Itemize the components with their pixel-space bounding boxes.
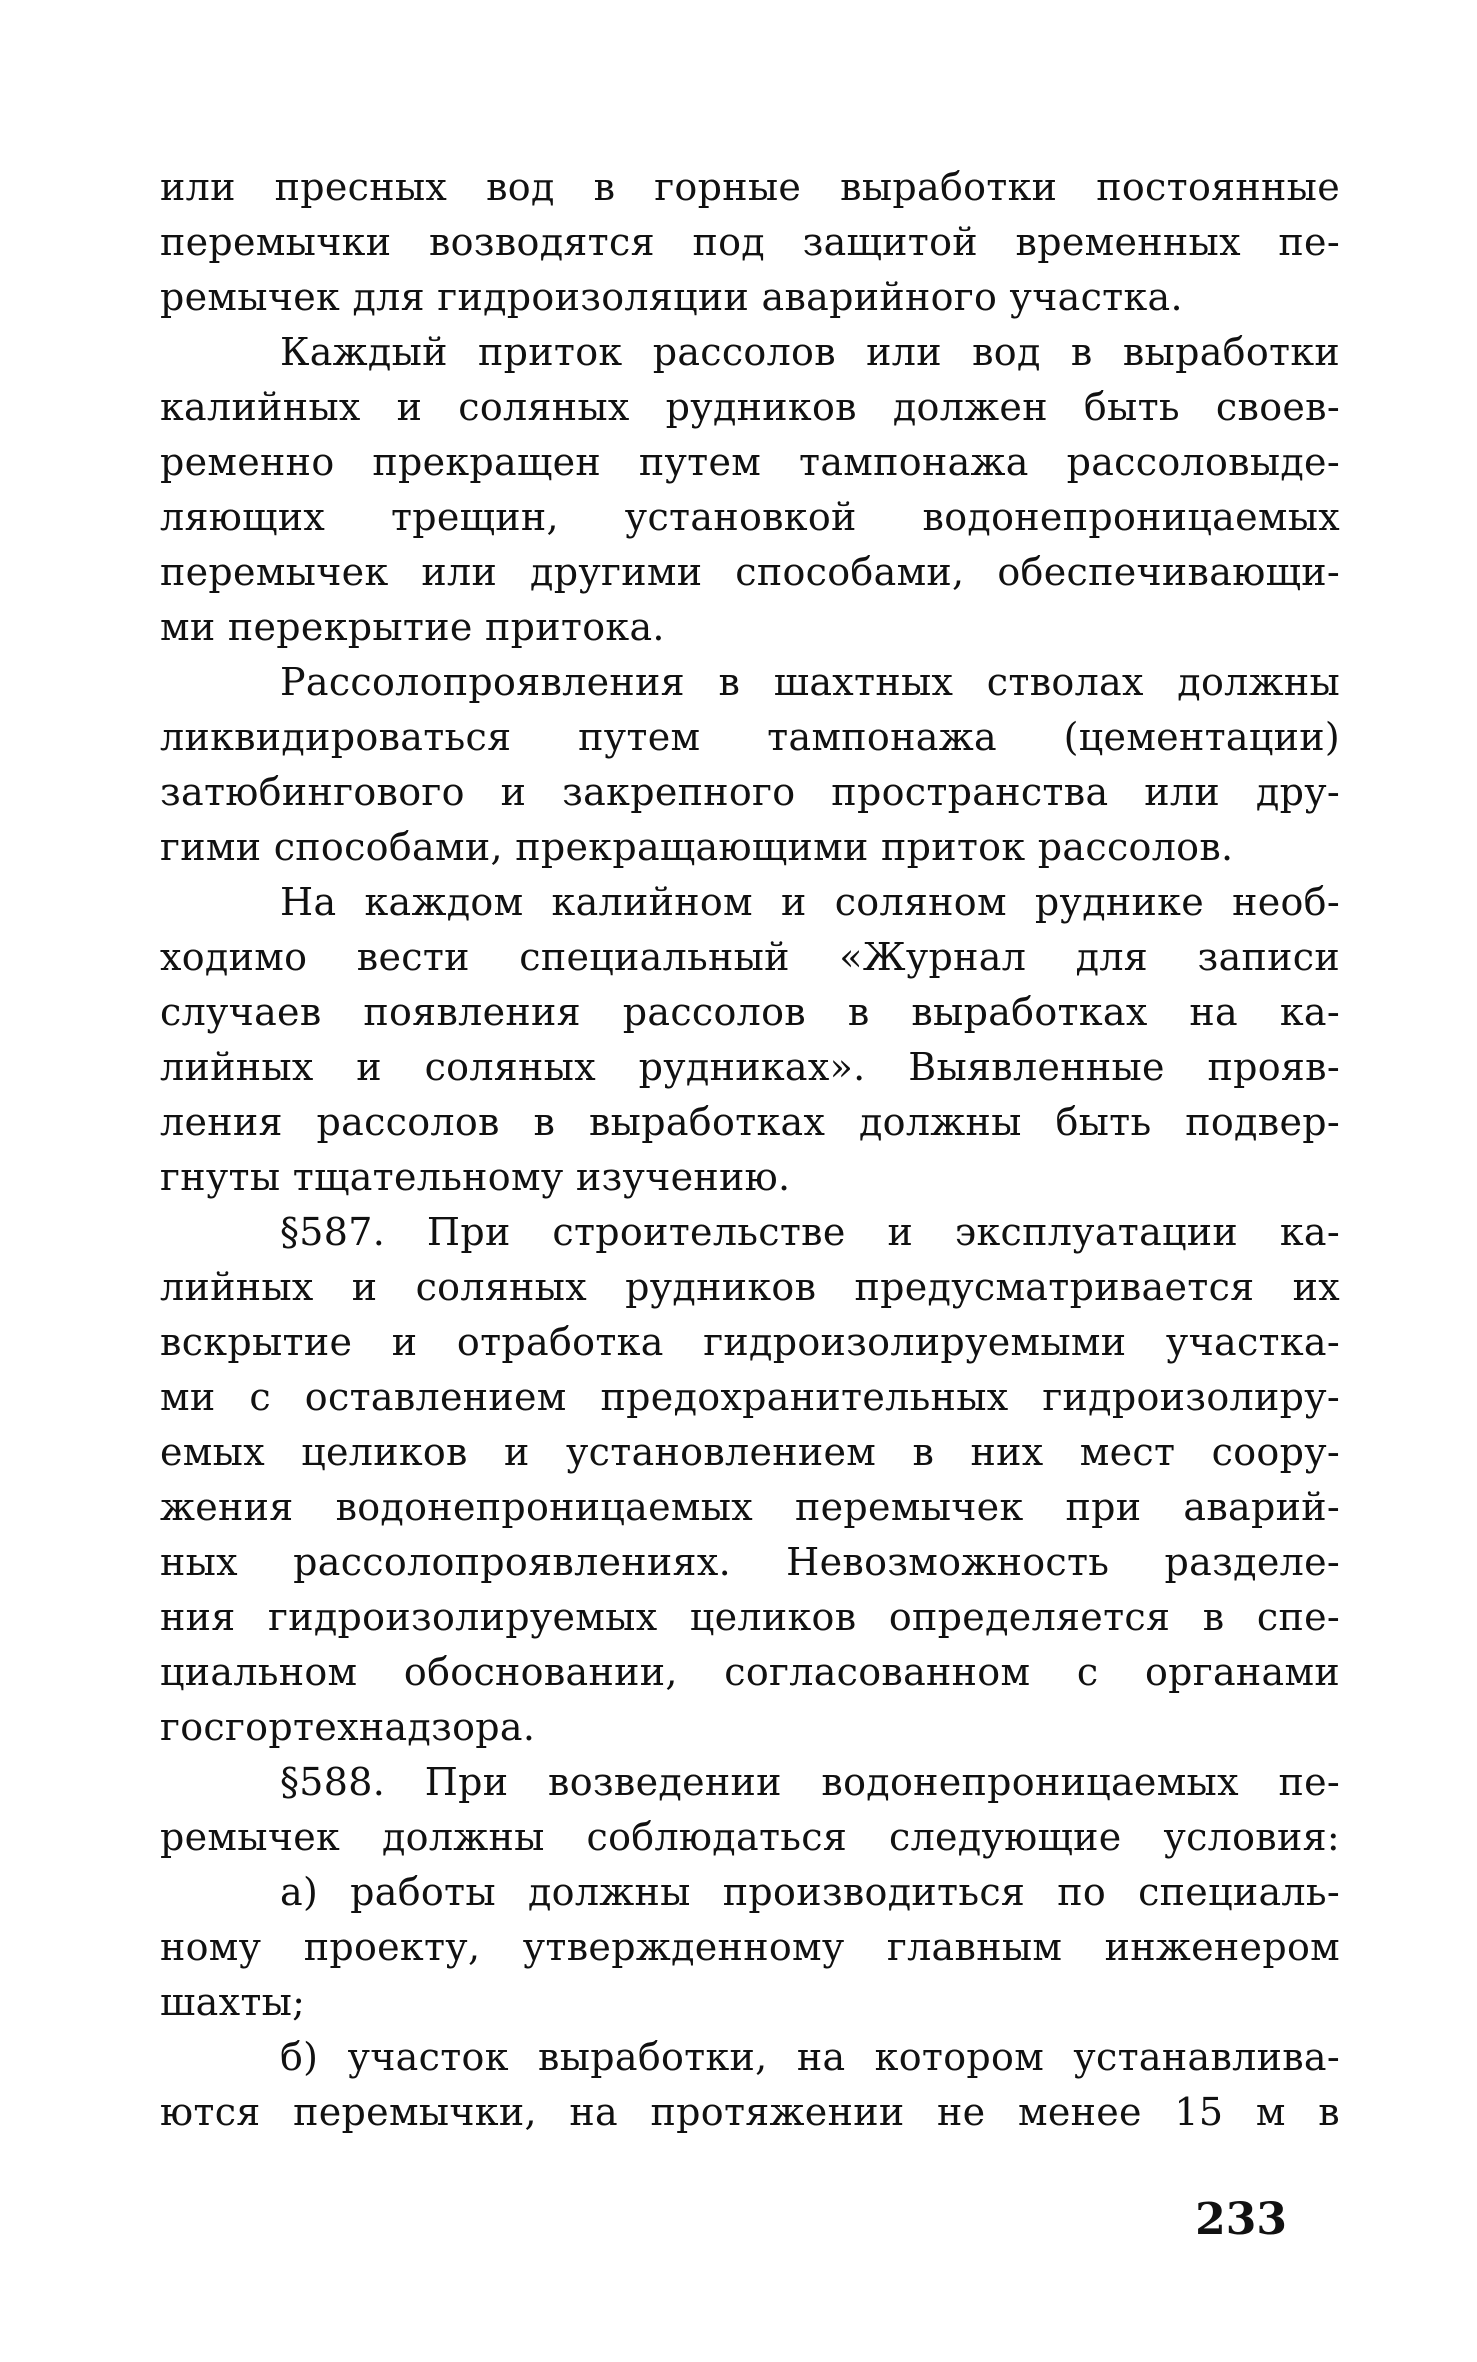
text-line: §587. При строительстве и эксплуатации ка- — [280, 1210, 1340, 1254]
text-line: Каждый приток рассолов или вод в выработки — [280, 330, 1340, 374]
paragraph — [160, 160, 1340, 325]
text-line: ления рассолов в выработках должны быть подвер- — [160, 1100, 1340, 1144]
paragraph — [160, 655, 1340, 875]
text-line: жения водонепроницаемых перемычек при аварий- — [160, 1485, 1340, 1529]
text-line: а) работы должны производиться по специаль- — [280, 1870, 1340, 1914]
text-line: емых целиков и установлением в них мест соору- — [160, 1430, 1340, 1474]
text-line: лийных и соляных рудниках». Выявленные прояв- — [160, 1045, 1340, 1089]
text-line: гнуты тщательному изучению. — [160, 1155, 791, 1199]
paragraph — [160, 1865, 1340, 2030]
paragraph — [160, 325, 1340, 655]
paragraph — [160, 1755, 1340, 1865]
text-line: затюбингового и закрепного пространства или дру- — [160, 770, 1340, 814]
text-line: гими способами, прекращающими приток рассолов. — [160, 825, 1234, 869]
page-number: 233 — [1195, 2194, 1287, 2245]
text-line: ния гидроизолируемых целиков определяется в спе- — [160, 1595, 1340, 1639]
text-line: ходимо вести специальный «Журнал для записи — [160, 935, 1340, 979]
text-line: ются перемычки, на протяжении не менее 15 м в — [160, 2090, 1340, 2134]
text-line: шахты; — [160, 1980, 306, 2024]
text-line: ми перекрытие притока. — [160, 605, 665, 649]
text-line: ремычек для гидроизоляции аварийного участка. — [160, 275, 1183, 319]
paragraph — [160, 1205, 1340, 1755]
text-line: вскрытие и отработка гидроизолируемыми участка- — [160, 1320, 1340, 1364]
text-line: калийных и соляных рудников должен быть своев- — [160, 385, 1340, 429]
text-line: б) участок выработки, на котором устанавлива- — [280, 2035, 1340, 2079]
text-line: На каждом калийном и соляном руднике необ- — [280, 880, 1340, 924]
text-line: ному проекту, утвержденному главным инженером — [160, 1925, 1340, 1969]
text-line: случаев появления рассолов в выработках на ка- — [160, 990, 1340, 1034]
text-line: ляющих трещин, установкой водонепроницаемых — [160, 495, 1340, 539]
text-line: ременно прекращен путем тампонажа рассоловыде- — [160, 440, 1340, 484]
text-line: ных рассолопроявлениях. Невозможность разделе- — [160, 1540, 1340, 1584]
page-body — [160, 160, 1340, 2140]
paragraph — [160, 875, 1340, 1205]
text-line: перемычки возводятся под защитой временных пе- — [160, 220, 1340, 264]
text-line: ремычек должны соблюдаться следующие условия: — [160, 1815, 1340, 1859]
paragraph — [160, 2030, 1340, 2140]
text-line: перемычек или другими способами, обеспечивающи- — [160, 550, 1340, 594]
text-line: ми с оставлением предохранительных гидроизолиру- — [160, 1375, 1340, 1419]
text-line: §588. При возведении водонепроницаемых пе- — [280, 1760, 1340, 1804]
text-line: или пресных вод в горные выработки постоянные — [160, 165, 1340, 209]
text-line: ликвидироваться путем тампонажа (цементации) — [160, 715, 1340, 759]
text-line: госгортехнадзора. — [160, 1705, 536, 1749]
text-line: лийных и соляных рудников предусматривается их — [160, 1265, 1340, 1309]
text-line: циальном обосновании, согласованном с органами — [160, 1650, 1340, 1694]
text-line: Рассолопроявления в шахтных стволах должны — [280, 660, 1340, 704]
